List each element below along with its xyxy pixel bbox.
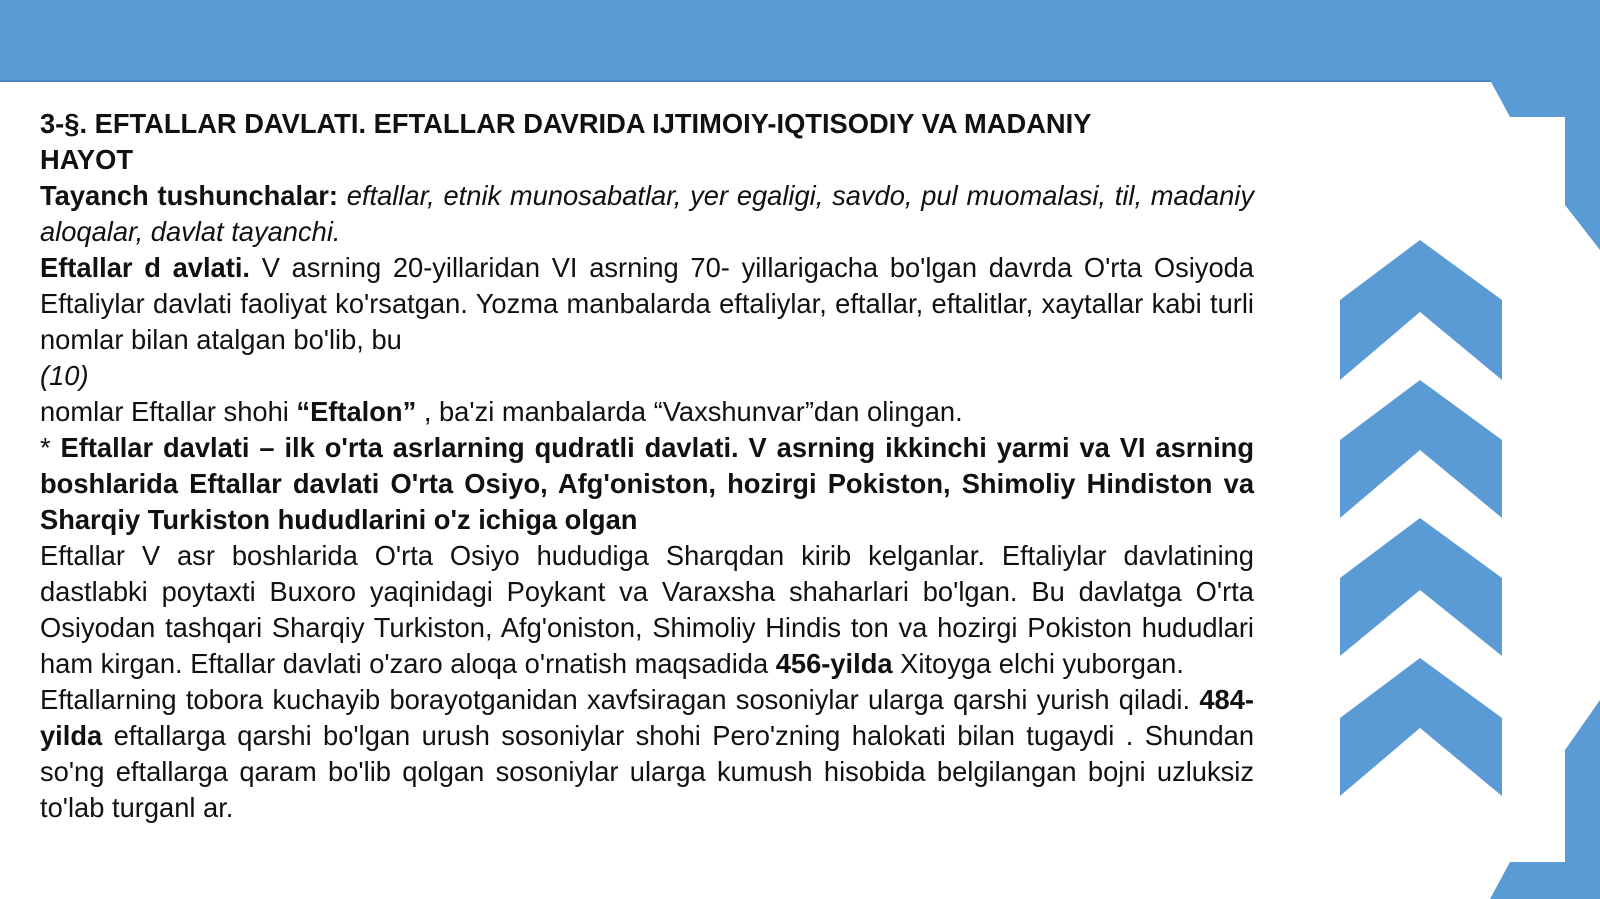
paragraph-2 bbox=[40, 394, 1254, 430]
chevron-up-icon bbox=[1340, 518, 1502, 656]
paragraph-2-before: nomlar Eftallar shohi bbox=[40, 396, 289, 427]
key-terms bbox=[40, 178, 1254, 250]
paragraph-3-star: * bbox=[40, 432, 51, 463]
key-terms-label: Tayanch tushunchalar: bbox=[40, 180, 338, 211]
right-frame-bottom bbox=[1490, 700, 1600, 899]
paragraph-1-text: V asrning 20-yillaridan VI asrning 70- yillarigacha bo'lgan davrda O'rta Osiyoda Eftaliylar davlati faoliyat ko'rsatgan. Yozma manbalarda eftaliylar, eftallar, eftalitlar, xaytallar kabi turli nomlar bilan atalgan bo'lib, bu bbox=[40, 252, 1254, 355]
heading-line-2: HAYOT bbox=[40, 144, 134, 175]
chevron-up-icon bbox=[1340, 658, 1502, 796]
paragraph-4-after: Xitoyga elchi yuborgan. bbox=[900, 648, 1184, 679]
paragraph-4-year: 456-yilda bbox=[775, 648, 893, 679]
paragraph-5 bbox=[40, 682, 1254, 826]
section-heading bbox=[40, 106, 1254, 178]
paragraph-1-lead: Eftallar d avlati. bbox=[40, 252, 250, 283]
paragraph-4-text: Eftallar V asr boshlarida O'rta Osiyo hududiga Sharqdan kirib kelganlar. Eftaliylar davlatining dastlabki poytaxti Buxoro yaqinidagi Poykant va Varaxsha shaharlari bo'lgan. Bu davlatga O'rta Osiyodan tashqari Sharqiy Turkiston, Afg'oniston, Shimoliy Hindis ton va hozirgi Pokiston hududlari ham kirgan. Eftallar davlati o'zaro aloqa o'rnatish maqsadida bbox=[40, 540, 1254, 679]
page-reference: (10) bbox=[40, 360, 89, 391]
paragraph-5-year: 484-yilda bbox=[40, 684, 1254, 751]
document-body bbox=[40, 106, 1254, 826]
paragraph-1 bbox=[40, 250, 1254, 358]
key-terms-list: eftallar, etnik munosabatlar, yer egaligi, savdo, pul muomalasi, til, madaniy aloqalar, davlat tayanchi. bbox=[40, 180, 1254, 247]
right-frame-top bbox=[1490, 80, 1600, 250]
header-bar bbox=[0, 0, 1600, 82]
paragraph-3 bbox=[40, 430, 1254, 538]
paragraph-5-before: Eftallarning tobora kuchayib borayotganidan xavfsiragan sosoniylar ularga qarshi yurish qiladi. bbox=[40, 684, 1191, 715]
heading-line-1: 3-§. EFTALLAR DAVLATI. EFTALLAR DAVRIDA IJTIMOIY-IQTISODIY VA MADANIY bbox=[40, 108, 1092, 139]
paragraph-3-bold: Eftallar davlati – ilk o'rta asrlarning qudratli davlati. V asrning ikkinchi yarmi va VI asrning boshlarida Eftallar davlati O'rta Osiyo, Afg'oniston, hozirgi Pokiston, Shimoliy Hindiston va Sharqiy Turkiston hududlarini o'z ichiga olgan bbox=[40, 432, 1254, 535]
paragraph-4 bbox=[40, 538, 1254, 682]
paragraph-2-bold: “Eftalon” bbox=[296, 396, 417, 427]
paragraph-5-after: eftallarga qarshi bo'lgan urush sosoniylar shohi Pero'zning halokati bilan tugaydi . Shundan so'ng eftallarga qaram bo'lib qolgan sosoniylar ularga kumush hisobida belgilangan bojni uzluksiz to'lab turganl ar. bbox=[40, 720, 1254, 823]
chevron-up-icon bbox=[1340, 240, 1502, 380]
chevron-up-icon bbox=[1340, 380, 1502, 518]
paragraph-2-after: , ba'zi manbalarda “Vaxshunvar”dan olingan. bbox=[423, 396, 963, 427]
